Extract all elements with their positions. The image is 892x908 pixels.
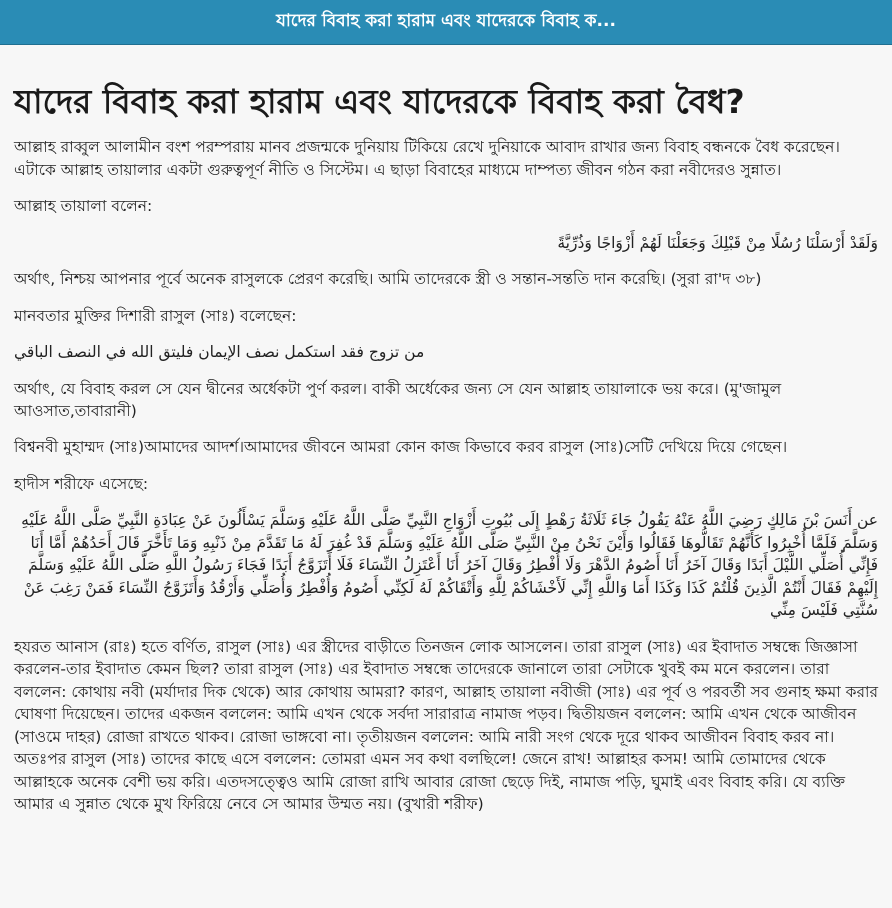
arabic-verse: وَلَقَدْ أَرْسَلْنَا رُسُلًا مِنْ قَبْلِكَ وَجَعَلْنَا لَهُمْ أَزْوَاجًا وَذُرِّيَّةً bbox=[557, 233, 878, 252]
paragraph-verse-meaning: অর্থাৎ, নিশ্চয় আপনার পূর্বে অনেক রাসুলকে প্রেরণ করেছি। আমি তাদেরকে স্ত্রী ও সন্তান-সন্ততি দান করেছি। (সুরা রা'দ ৩৮) bbox=[14, 270, 762, 289]
paragraph-hadith-translation: হযরত আনাস (রাঃ) হতে বর্ণিত, রাসুল (সাঃ) এর স্ত্রীদের বাড়ীতে তিনজন লোক আসলেন। তারা রাসুল (সাঃ) এর ইবাদাত সম্বন্ধে জিজ্ঞাসা করলেন-তার ইবাদাত কেমন ছিল? তারা রাসুল (সাঃ) এর ইবাদাত সম্বন্ধে তাদেরকে জানালে তারা সেটাকে খুবই কম মনে করলেন। তারা বললেন: কোথায় নবী (মর্যাদার দিক থেকে) আর কোথায় আমরা? কারণ, আল্লাহ তায়ালা নবীজী (সাঃ) এর পূর্ব ও পরবর্তী সব গুনাহ ক্ষমা করার ঘোষণা দিয়েছেন। তাদের একজন বললেন: আমি এখন থেকে সর্বদা সারারাত্র নামাজ পড়ব। দ্বিতীয়জন বললেন: আমি এখন থেকে আজীবন (সাওমে দাহর) রোজা রাখতে থাকব। রোজা ভাঙ্গবো না। তৃতীয়জন বললেন: আমি নারী সংগ থেকে দূরে থাকব আজীবন বিবাহ করব না। অতঃপর রাসুল (সাঃ) তাদের কাছে এসে বললেন: তোমরা এমন সব কথা বলছিলে! জেনে রাখ! আল্লাহর কসম! আমি তোমাদের থেকে আল্লাহকে অনেক বেশী ভয় করি। এতদসত্ত্বেও আমি রোজা রাখি আবার রোজা ছেড়ে দিই, নামাজ পড়ি, ঘুমাই এবং বিবাহ করি। যে ব্যক্তি আমার এ সুন্নাত থেকে মুখ ফিরিয়ে নেবে সে আমার উম্মত নয়। (বুখারী শরীফ) bbox=[14, 637, 879, 814]
paragraph-role-model: বিশ্বনবী মুহাম্মদ (সাঃ)আমাদের আদর্শ।আমাদের জীবনে আমরা কোন কাজ কিভাবে করব রাসুল (সাঃ)সেটি দেখিয়ে দিয়ে গেছেন। bbox=[14, 438, 788, 457]
paragraph-prophet-said: মানবতার মুক্তির দিশারী রাসুল (সাঃ) বলেছেন: bbox=[14, 306, 297, 325]
paragraph-hadith-intro: হাদীস শরীফে এসেছে: bbox=[14, 474, 149, 493]
paragraph-hadith-meaning: অর্থাৎ, যে বিবাহ করল সে যেন দ্বীনের অর্ধেকটা পুর্ণ করল। বাকী অর্ধেকের জন্য সে যেন আল্লাহ তায়ালাকে ভয় করে। (মু'জামুল আওসাত,তাবারানী) bbox=[14, 379, 782, 420]
arabic-hadith-short: من تزوج فقد استكمل نصف الإيمان فليتق الله في النصف الباقي bbox=[14, 343, 425, 362]
paragraph-allah-says: আল্লাহ তায়ালা বলেন: bbox=[14, 197, 153, 216]
top-bar-title: যাদের বিবাহ করা হারাম এবং যাদেরকে বিবাহ ক... bbox=[276, 11, 616, 31]
paragraph-intro: আল্লাহ রাব্বুল আলামীন বংশ পরম্পরায় মানব প্রজন্মকে দুনিয়ায় টিকিয়ে রেখে দুনিয়াকে আবাদ রাখার জন্য বিবাহ বন্ধনকে বৈধ করেছেন। এটাকে আল্লাহ তায়ালার একটা গুরুত্বপূর্ণ নীতি ও সিস্টেম। এ ছাড়া বিবাহের মাধ্যমে দাম্পত্য জীবন গঠন করা নবীদেরও সুন্নাত। bbox=[14, 138, 840, 179]
article bbox=[0, 81, 892, 816]
top-bar bbox=[0, 0, 892, 45]
arabic-hadith-long: عن أَنَسَ بْنَ مَالِكٍ رَضِيَ اللَّهُ عَنْهُ يَقُولُ جَاءَ ثَلَاثَةُ رَهْطٍ إِلَى بُيُوتِ أَزْوَاجِ النَّبِيِّ صَلَّى اللَّهُ عَلَيْهِ وَسَلَّمَ يَسْأَلُونَ عَنْ عِبَادَةِ النَّبِيِّ صَلَّى اللَّهُ عَلَيْهِ وَسَلَّمَ فَلَمَّا أُخْبِرُوا كَأَنَّهُمْ تَقَالُّوهَا فَقَالُوا وَأَيْنَ نَحْنُ مِنْ النَّبِيِّ صَلَّى اللَّهُ عَلَيْهِ وَسَلَّمَ قَدْ غُفِرَ لَهُ مَا تَقَدَّمَ مِنْ ذَنْبِهِ وَمَا تَأَخَّرَ قَالَ أَحَدُهُمْ أَمَّا أَنَا فَإِنِّي أُصَلِّي اللَّيْلَ أَبَدًا وَقَالَ آخَرُ أَنَا أَصُومُ الدَّهْرَ وَلَا أُفْطِرُ وَقَالَ آخَرُ أَنَا أَعْتَزِلُ النِّسَاءَ فَلَا أَتَزَوَّجُ أَبَدًا فَجَاءَ رَسُولُ اللَّهِ صَلَّى اللَّهُ عَلَيْهِ وَسَلَّمَ إِلَيْهِمْ فَقَالَ أَنْتُمْ الَّذِينَ قُلْتُمْ كَذَا وَكَذَا أَمَا وَاللَّهِ إِنِّي لَأَخْشَاكُمْ لِلَّهِ وَأَتْقَاكُمْ لَهُ لَكِنِّي أَصُومُ وَأُفْطِرُ وَأُصَلِّي وَأَرْقُدُ وَأَتَزَوَّجُ النِّسَاءَ فَمَنْ رَغِبَ عَنْ سُنَّتِي فَلَيْسَ مِنِّي bbox=[21, 511, 878, 620]
page-title: যাদের বিবাহ করা হারাম এবং যাদেরকে বিবাহ করা বৈধ? bbox=[14, 82, 745, 121]
